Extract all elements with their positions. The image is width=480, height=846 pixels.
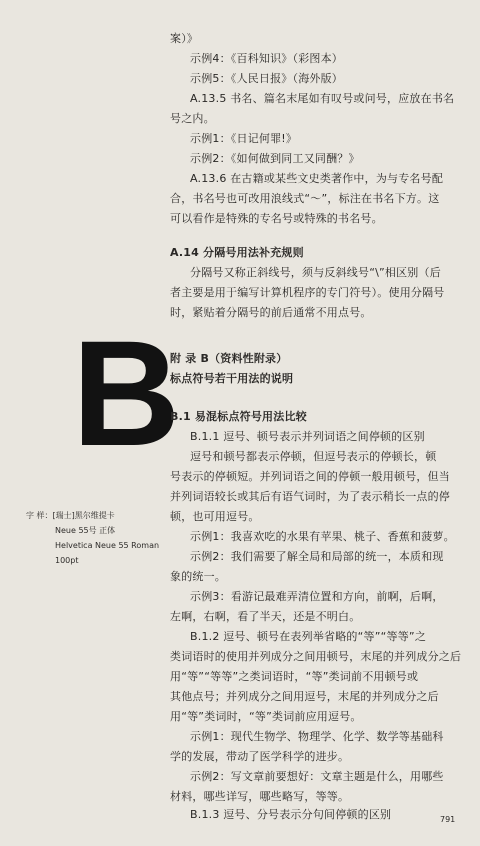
specimen-label: 字 样： — [26, 511, 53, 520]
text-line: 示例3：看游记最难弄清位置和方向，前啊，后啊， — [190, 590, 444, 603]
font-specimen-caption — [26, 508, 159, 568]
text-line: 示例2：《如何做到同工又同酬？》 — [190, 152, 360, 165]
section-heading: B.1 易混标点符号用法比较 — [170, 410, 307, 423]
text-line: 者主要是用于编写计算机程序的专门符号）。使用分隔号 — [170, 286, 445, 299]
specimen-line: 100pt — [55, 556, 79, 565]
text-line: 并列词语较长或其后有语气词时，为了表示稍长一点的停 — [170, 490, 450, 503]
text-line: 示例1：我喜欢吃的水果有苹果、桃子、香蕉和菠萝。 — [190, 530, 455, 543]
text-line: 示例1：现代生物学、物理学、化学、数学等基础科 — [190, 730, 444, 743]
text-line: A.13.6 在古籍或某些文史类著作中，为与专名号配 — [190, 172, 444, 185]
text-line: 左啊，右啊，看了半天，还是不明白。 — [170, 610, 361, 623]
specimen-line: Neue 55号 正体 — [55, 526, 116, 535]
text-line: 号表示的停顿短。并列词语之间的停顿一般用顿号，但当 — [170, 470, 450, 483]
text-line: 可以看作是特殊的专名号或特殊的书名号。 — [170, 212, 383, 225]
text-line: 类词语时的使用并列成分之间用顿号，末尾的并列成分之后 — [170, 650, 462, 663]
appendix-subtitle: 标点符号若干用法的说明 — [170, 372, 294, 385]
text-line: A.13.5 书名、篇名末尾如有叹号或问号，应放在书名 — [190, 92, 455, 105]
text-line: 材料，哪些详写，哪些略写，等等。 — [170, 790, 350, 803]
text-line: 示例5：《人民日报》（海外版） — [190, 72, 343, 85]
text-line: B.1.1 逗号、顿号表示并列词语之间停顿的区别 — [190, 430, 425, 443]
text-line: 示例2：写文章前要想好：文章主题是什么，用哪些 — [190, 770, 444, 783]
specimen-line: [瑞士]黑尔维提卡 — [52, 511, 115, 520]
text-line: 其他点号；并列成分之间用逗号，末尾的并列成分之后 — [170, 690, 439, 703]
text-line: 用“等”“等等”之类词语时，“等”类词前不用顿号或 — [170, 670, 419, 683]
text-line: 合，书名号也可改用浪线式“～”，标注在书名下方。这 — [170, 192, 440, 205]
text-line: 号之内。 — [170, 112, 215, 125]
section-heading: A.14 分隔号用法补充规则 — [170, 246, 304, 259]
text-line: B.1.2 逗号、顿号在表列举省略的“等”“等等”之 — [190, 630, 427, 643]
text-line: 学的发展，带动了医学科学的进步。 — [170, 750, 350, 763]
text-line: B.1.3 逗号、分号表示分句间停顿的区别 — [190, 808, 392, 821]
appendix-title: 附 录 B（资料性附录） — [170, 352, 288, 365]
text-line: 逗号和顿号都表示停顿，但逗号表示的停顿长，顿 — [190, 450, 437, 463]
text-line: 示例4：《百科知识》（彩图本） — [190, 52, 343, 65]
text-line: 示例1：《日记何罪!》 — [190, 132, 298, 145]
text-line: 用“等”类词时，“等”类词前应用逗号。 — [170, 710, 362, 723]
appendix-letter: B — [72, 309, 181, 477]
specimen-line: Helvetica Neue 55 Roman — [55, 541, 160, 550]
page-number: 791 — [440, 815, 456, 824]
text-line: 时，紧贴着分隔号的前后通常不用点号。 — [170, 306, 372, 319]
text-line: 示例2：我们需要了解全局和局部的统一，本质和现 — [190, 550, 444, 563]
text-line: 案）》 — [170, 32, 199, 45]
text-line: 象的统一。 — [170, 570, 226, 583]
text-line: 分隔号又称正斜线号，须与反斜线号“\”相区别（后 — [190, 266, 441, 279]
text-line: 顿，也可用逗号。 — [170, 510, 260, 523]
